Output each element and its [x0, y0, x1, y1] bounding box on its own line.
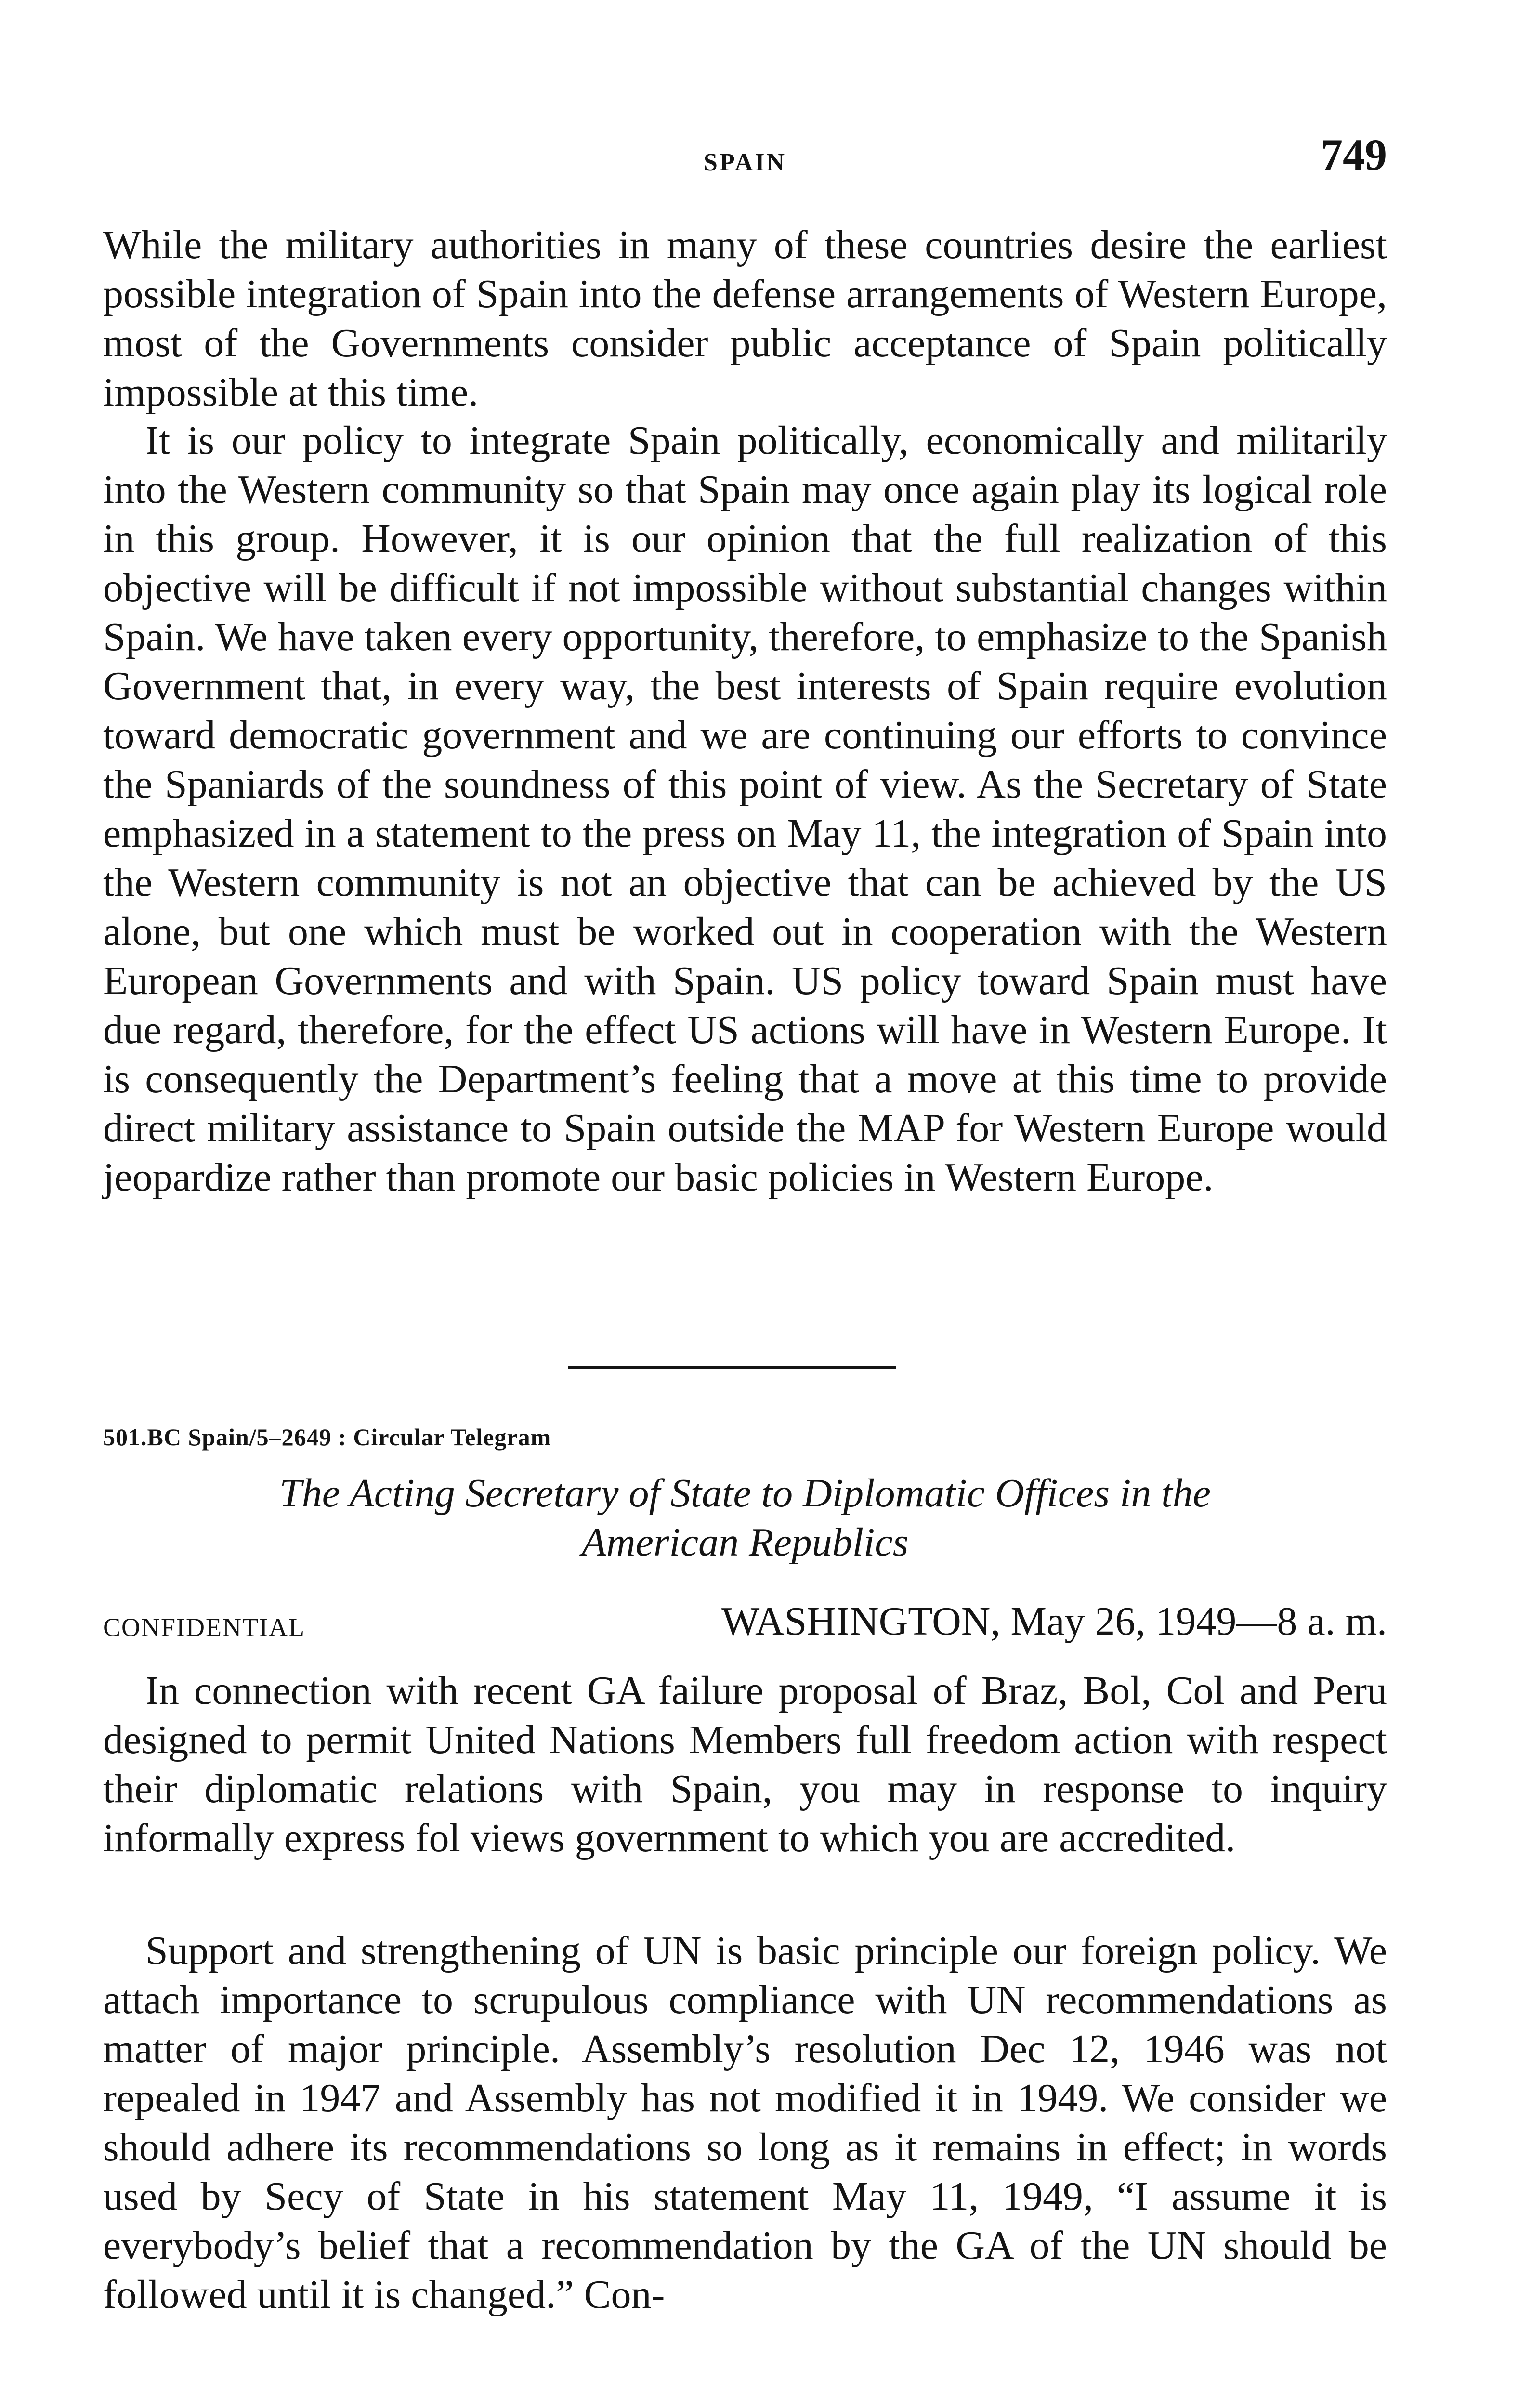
paragraph-ga-proposal: In connection with recent GA failure proposal of Braz, Bol, Col and Peru designed to permit United Nations Members full freedom action with respect their diplomatic relations with Spain, you may in response to inquiry informally express fol views government to which you are accredited.	[103, 1668, 1387, 1860]
page-number: 749	[1321, 130, 1387, 179]
running-head: SPAIN	[703, 149, 787, 176]
page-header	[103, 129, 1387, 182]
paragraph-un-support: Support and strengthening of UN is basic principle our foreign policy. We attach importance to scrupulous compliance with UN recommendations as matter of major principle. Assembly’s resolution Dec 12, 1946 was not repealed in 1947 and Assembly has not modified it in 1949. We consider we should adhere its recommendations so long as it remains in effect; in words used by Secy of State in his statement May 11, 1949, “I assume it is everybody’s belief that a recommendation by the GA of the UN should be followed until it is changed.” Con-	[103, 1928, 1387, 2317]
section-divider	[568, 1366, 896, 1369]
document-title-line-1: The Acting Secretary of State to Diplomatic Offices in the	[279, 1471, 1211, 1516]
paragraph-military-authorities: While the military authorities in many of these countries desire the earliest possible integration of Spain into the defense arrangements of Western Europe, most of the Governments consider public acceptance of Spain politically impossible at this time.	[103, 222, 1387, 415]
dateline: WASHINGTON, May 26, 1949—8 a. m.	[721, 1599, 1387, 1644]
classification-label: CONFIDENTIAL	[103, 1613, 305, 1642]
document-title-line-2: American Republics	[581, 1520, 909, 1565]
file-reference: 501.BC Spain/5–2649 : Circular Telegram	[103, 1424, 551, 1451]
paragraph-policy-integration: It is our policy to integrate Spain politically, economically and militarily into the Western community so that Spain may once again play its logical role in this group. However, it is our opinion that the full realization of this objective will be difficult if not impossible without substantial changes within Spain. We have taken every opportunity, therefore, to emphasize to the Spanish Government that, in every way, the best interests of Spain require evolution toward democratic government and we are continuing our efforts to convince the Spaniards of the soundness of this point of view. As the Secretary of State emphasized in a statement to the press on May 11, the integration of Spain into the Western community is not an objective that can be achieved by the US alone, but one which must be worked out in cooperation with the Western European Governments and with Spain. US policy toward Spain must have due regard, therefore, for the effect US actions will have in Western Europe. It is consequently the Department’s feeling that a move at this time to provide direct military assistance to Spain outside the MAP for Western Europe would jeopardize rather than promote our basic policies in Western Europe.	[103, 418, 1387, 1200]
document-title	[103, 1469, 1387, 1567]
